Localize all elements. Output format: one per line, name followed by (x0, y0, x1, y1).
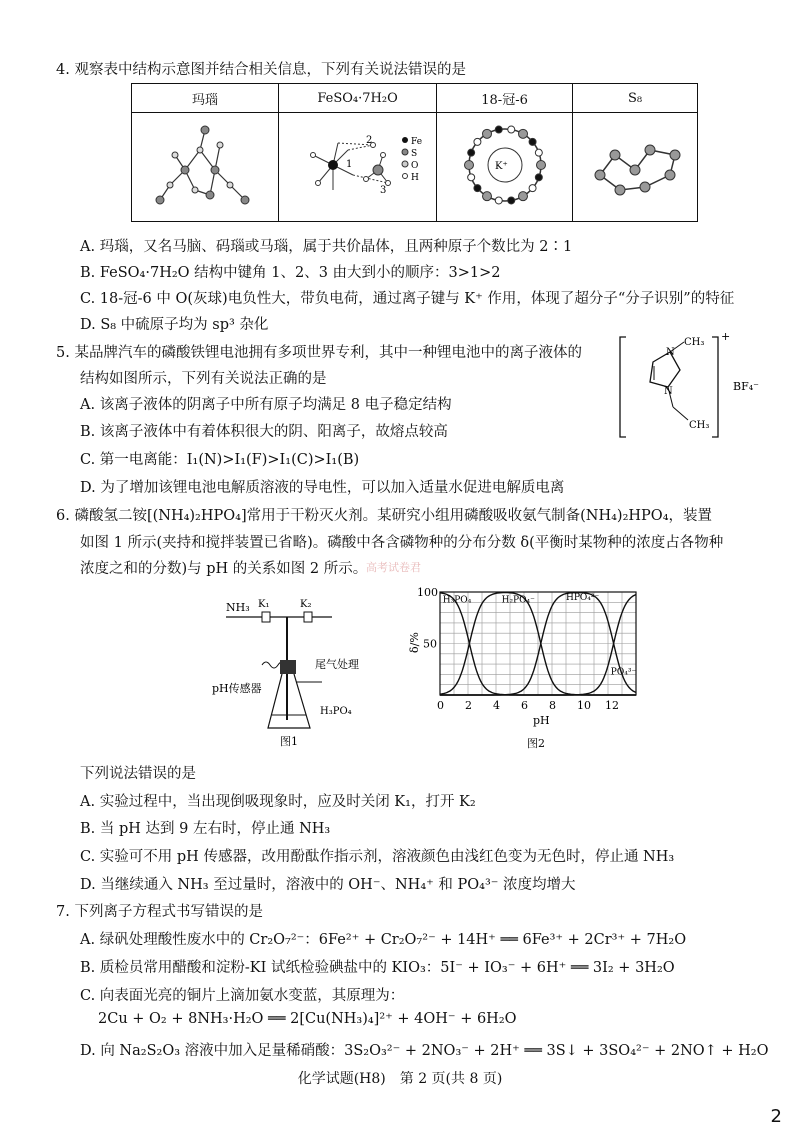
q7-option-b: B. 质检员常用醋酸和淀粉-KI 试纸检验碘盐中的 KIO₃：5I⁻ + IO₃⁻ + 6H⁺ ══ 3I₂ + 3H₂O (80, 960, 675, 976)
carbon-atom (535, 149, 542, 156)
feso4-structure (279, 113, 437, 222)
q6-stem-3: 浓度之和的分数)与 pH 的关系如图 2 所示。 (80, 561, 368, 577)
valve-k2 (304, 612, 312, 622)
q4-option-c: C. 18-冠-6 中 O(灰球)电负性大，带负电荷，通过离子键与 K⁺ 作用，体现了超分子“分子识别”的特征 (80, 291, 735, 307)
oxygen-atom (464, 161, 473, 170)
q6-option-d: D. 当继续通入 NH₃ 至过量时，溶液中的 OH⁻、NH₄⁺ 和 PO₄³⁻ 浓度均增大 (80, 877, 576, 893)
y-axis-label: δ/% (408, 632, 421, 653)
q6-question: 下列说法错误的是 (80, 766, 196, 782)
ph-sensor-label: pH传感器 (212, 682, 262, 695)
q5-stem-1: 5. 某品牌汽车的磷酸铁锂电池拥有多项世界专利，其中一种锂电池中的离子液体的 (56, 345, 582, 361)
q5-stem-2: 结构如图所示，下列有关说法正确的是 (80, 371, 327, 387)
carbon-atom (467, 149, 474, 156)
q6-option-c: C. 实验可不用 pH 传感器，改用酚酞作指示剂，溶液颜色由浅红色变为无色时，停止通 NH₃ (80, 849, 675, 865)
legend-o: O (410, 161, 418, 171)
carbon-atom (495, 197, 502, 204)
q7-option-a: A. 绿矾处理酸性废水中的 Cr₂O₇²⁻：6Fe²⁺ + Cr₂O₇²⁻ + 14H⁺ ══ 6Fe³⁺ + 2Cr³⁺ + 7H₂O (80, 932, 687, 948)
anion-label: BF₄⁻ (733, 380, 759, 393)
series-label-2: HPO₄²⁻ (566, 593, 600, 604)
page-number: 2 (770, 1106, 782, 1127)
nh3-label: NH₃ (226, 601, 250, 614)
x-tick-label: 8 (549, 699, 556, 712)
q4-option-b: B. FeSO₄·7H₂O 结构中键角 1、2、3 由大到小的顺序：3>1>2 (80, 265, 501, 281)
q5-option-d: D. 为了增加该锂电池电解质溶液的导电性，可以加入适量水促进电解质电离 (80, 480, 565, 496)
q6-option-b: B. 当 pH 达到 9 左右时，停止通 NH₃ (80, 821, 331, 837)
q7-option-c-equation: 2Cu + O₂ + 8NH₃·H₂O ══ 2[Cu(NH₃)₄]²⁺ + 4OH⁻ + 6H₂O (98, 1011, 517, 1027)
x-tick-label: 0 (437, 699, 444, 712)
fe-atom (328, 160, 338, 170)
q6-option-a: A. 实验过程中，当出现倒吸现象时，应及时关闭 K₁，打开 K₂ (80, 794, 476, 810)
k2-label: K₂ (300, 599, 312, 610)
carbon-atom (507, 197, 514, 204)
carbon-atom (495, 126, 502, 133)
legend-s: S (410, 149, 417, 159)
carbon-atom (474, 138, 481, 145)
legend-fe: Fe (410, 137, 422, 147)
series-label-1: H₂PO₄⁻ (501, 595, 535, 606)
figure-1-apparatus (212, 590, 392, 750)
ethyl-ch3-label: CH₃ (689, 420, 710, 431)
ionic-liquid-structure (618, 332, 768, 442)
q4-option-d: D. S₈ 中硫原子均为 sp³ 杂化 (80, 317, 269, 333)
figure-1-caption: 图1 (280, 735, 298, 748)
angle-label-3: 3 (379, 185, 386, 196)
x-tick-label: 6 (521, 699, 528, 712)
q4-option-a: A. 玛瑙，又名马脑、码瑙或马瑙，属于共价晶体，且两种原子个数比为 2∶1 (80, 239, 573, 255)
header-feso4: FeSO₄·7H₂O (279, 84, 437, 113)
n-atom-bottom: N (664, 386, 673, 397)
carbon-atom (535, 174, 542, 181)
h3po4-label: H₃PO₄ (320, 706, 352, 717)
q6-stem-2: 如图 1 所示(夹持和搅拌装置已省略)。磷酸中各含磷物种的分布分数 δ(平衡时某物种的浓度占各物种 (80, 535, 724, 551)
agate-structure (132, 113, 279, 222)
figure-2-chart (410, 585, 650, 755)
y-tick-label: 50 (423, 637, 437, 651)
oxygen-atom (518, 192, 527, 201)
s8-ring-image (580, 115, 690, 215)
y-tick-label: 100 (417, 586, 438, 599)
x-tick-label: 2 (465, 699, 472, 712)
agate-structure-image (140, 115, 270, 215)
methyl-label: CH₃ (684, 337, 705, 348)
q5-option-c: C. 第一电离能：I₁(N)>I₁(F)>I₁(C)>I₁(B) (80, 452, 360, 468)
tail-gas-label: 尾气处理 (315, 658, 359, 671)
x-tick-label: 12 (605, 699, 619, 712)
structure-table (131, 83, 698, 222)
k1-label: K₁ (258, 599, 270, 610)
k-ion-label: K⁺ (494, 161, 508, 172)
oxygen-atom (482, 129, 491, 138)
s-atom (373, 165, 383, 175)
oxygen-atom (482, 192, 491, 201)
stopper (280, 660, 296, 674)
x-axis-label: pH (533, 714, 550, 727)
q7-stem: 7. 下列离子方程式书写错误的是 (56, 904, 263, 920)
x-tick-label: 10 (577, 699, 591, 712)
oxygen-atom (518, 129, 527, 138)
header-agate: 玛瑙 (132, 84, 279, 113)
n-atom-top: N (666, 347, 675, 358)
q5-option-b: B. 该离子液体中有着体积很大的阴、阳离子，故熔点较高 (80, 424, 448, 440)
q7-option-d: D. 向 Na₂S₂O₃ 溶液中加入足量稀硝酸：3S₂O₃²⁻ + 2NO₃⁻ + 2H⁺ ══ 3S↓ + 3SO₄²⁻ + 2NO↑ + H₂O (80, 1043, 769, 1059)
series-label-0: H₃PO₄ (442, 595, 472, 606)
feso4-structure-image (288, 115, 428, 215)
page-footer: 化学试题(H8) 第 2 页(共 8 页) (297, 1071, 503, 1087)
crown-ether-image (445, 115, 565, 215)
figure-2-caption: 图2 (527, 737, 545, 750)
header-crown: 18-冠-6 (437, 84, 573, 113)
q7-option-c: C. 向表面光亮的铜片上滴加氨水变蓝，其原理为： (80, 988, 405, 1004)
valve-k1 (262, 612, 270, 622)
carbon-atom (474, 185, 481, 192)
legend-h: H (410, 173, 419, 183)
svg-text:+: + (721, 330, 731, 343)
angle-label-1: 1 (345, 159, 352, 170)
angle-label-2: 2 (365, 135, 372, 146)
carbon-atom (529, 138, 536, 145)
oxygen-atom (536, 161, 545, 170)
carbon-atom (507, 126, 514, 133)
carbon-atom (529, 185, 536, 192)
header-s8: S₈ (573, 84, 698, 113)
crown-structure (437, 113, 573, 222)
carbon-atom (467, 174, 474, 181)
q6-stem-1: 6. 磷酸氢二铵[(NH₄)₂HPO₄]常用于干粉灭火剂。某研究小组用磷酸吸收氨气制备(NH₄)₂HPO₄，装置 (56, 508, 713, 524)
watermark: 高考试卷君 (366, 561, 421, 574)
q5-option-a: A. 该离子液体的阴离子中所有原子均满足 8 电子稳定结构 (80, 397, 452, 413)
q4-stem: 4. 观察表中结构示意图并结合相关信息，下列有关说法错误的是 (56, 62, 466, 78)
series-label-3: PO₄³⁻ (610, 667, 637, 678)
s8-structure (573, 113, 698, 222)
x-tick-label: 4 (493, 699, 500, 712)
